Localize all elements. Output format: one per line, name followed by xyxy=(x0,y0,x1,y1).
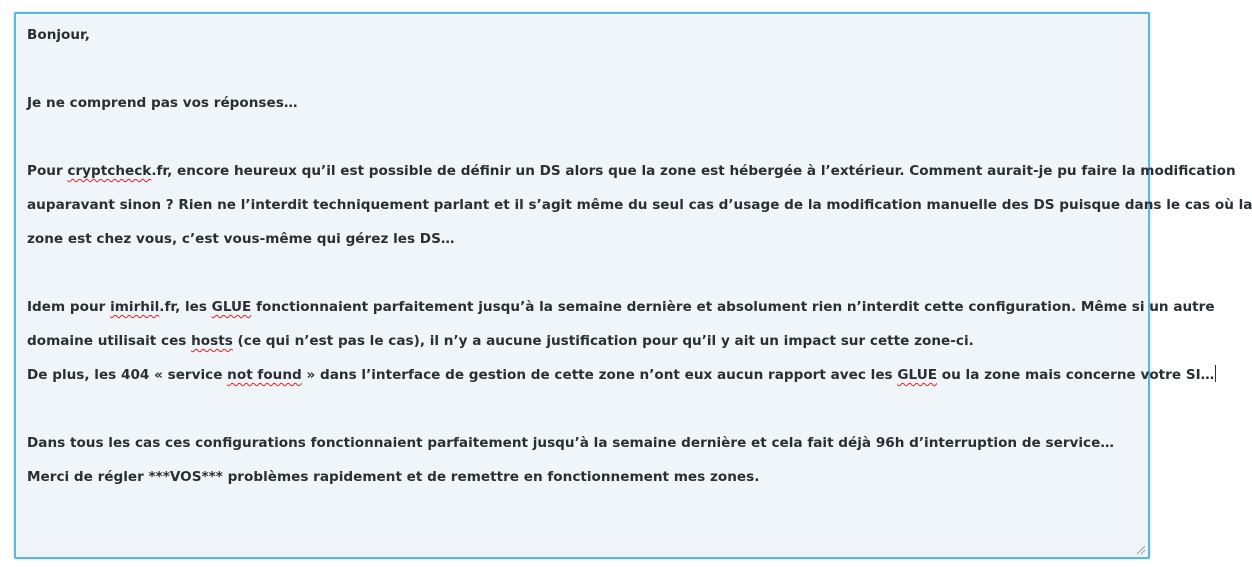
text-line xyxy=(27,358,1215,392)
text-line: Merci de régler ***VOS*** problèmes rapidement et de remettre en fonctionnement mes zones. xyxy=(27,469,760,485)
text-segment: De plus, les 404 « service xyxy=(27,367,228,383)
text-line: Bonjour, xyxy=(27,27,90,43)
text-segment: .fr, encore heureux qu’il est possible de définir un DS alors que la zone est hébergée à l’extérieur. Comment aurait-je pu faire la modification xyxy=(151,163,1236,179)
text-segment: domaine utilisait ces xyxy=(27,333,192,349)
text-line xyxy=(27,290,1215,324)
text-line: auparavant sinon ? Rien ne l’interdit techniquement parlant et il s’agit même du seul cas d’usage de la modification manuelle des DS puisque dans le cas où la xyxy=(27,197,1252,213)
text-segment: fonctionnaient parfaitement jusqu’à la semaine dernière et absolument rien n’interdit cette configuration. Même si un autre xyxy=(251,299,1215,315)
misspelled-word[interactable]: GLUE xyxy=(211,299,252,315)
text-segment: (ce qui n’est pas le cas), il n’y a aucune justification pour qu’il y ait un impact sur cette zone-ci. xyxy=(232,333,974,349)
misspelled-word[interactable]: GLUE xyxy=(897,367,938,383)
blank-line xyxy=(27,256,1137,290)
blank-line xyxy=(27,392,1137,426)
blank-line xyxy=(27,52,1137,86)
text-segment: Pour xyxy=(27,163,68,179)
text-segment: ou la zone mais concerne votre SI… xyxy=(937,367,1215,383)
message-textarea[interactable] xyxy=(14,12,1252,559)
text-line xyxy=(27,154,1236,188)
message-text[interactable] xyxy=(27,18,1252,494)
text-line: zone est chez vous, c’est vous-même qui gérez les DS… xyxy=(27,231,455,247)
text-line xyxy=(27,324,1137,358)
misspelled-word[interactable]: hosts xyxy=(191,333,233,349)
text-segment: .fr, les xyxy=(159,299,212,315)
blank-line xyxy=(27,120,1137,154)
text-segment: Idem pour xyxy=(27,299,111,315)
misspelled-word[interactable]: not found xyxy=(227,367,302,383)
text-caret xyxy=(1215,365,1216,382)
text-line: Je ne comprend pas vos réponses… xyxy=(27,95,298,111)
text-segment: » dans l’interface de gestion de cette zone n’ont eux aucun rapport avec les xyxy=(301,367,898,383)
misspelled-word[interactable]: cryptcheck xyxy=(67,163,152,179)
text-line: Dans tous les cas ces configurations fonctionnaient parfaitement jusqu’à la semaine dernière et cela fait déjà 96h d’interruption de service… xyxy=(27,435,1114,451)
misspelled-word[interactable]: imirhil xyxy=(110,299,160,315)
resize-grip-icon[interactable] xyxy=(1134,543,1146,555)
